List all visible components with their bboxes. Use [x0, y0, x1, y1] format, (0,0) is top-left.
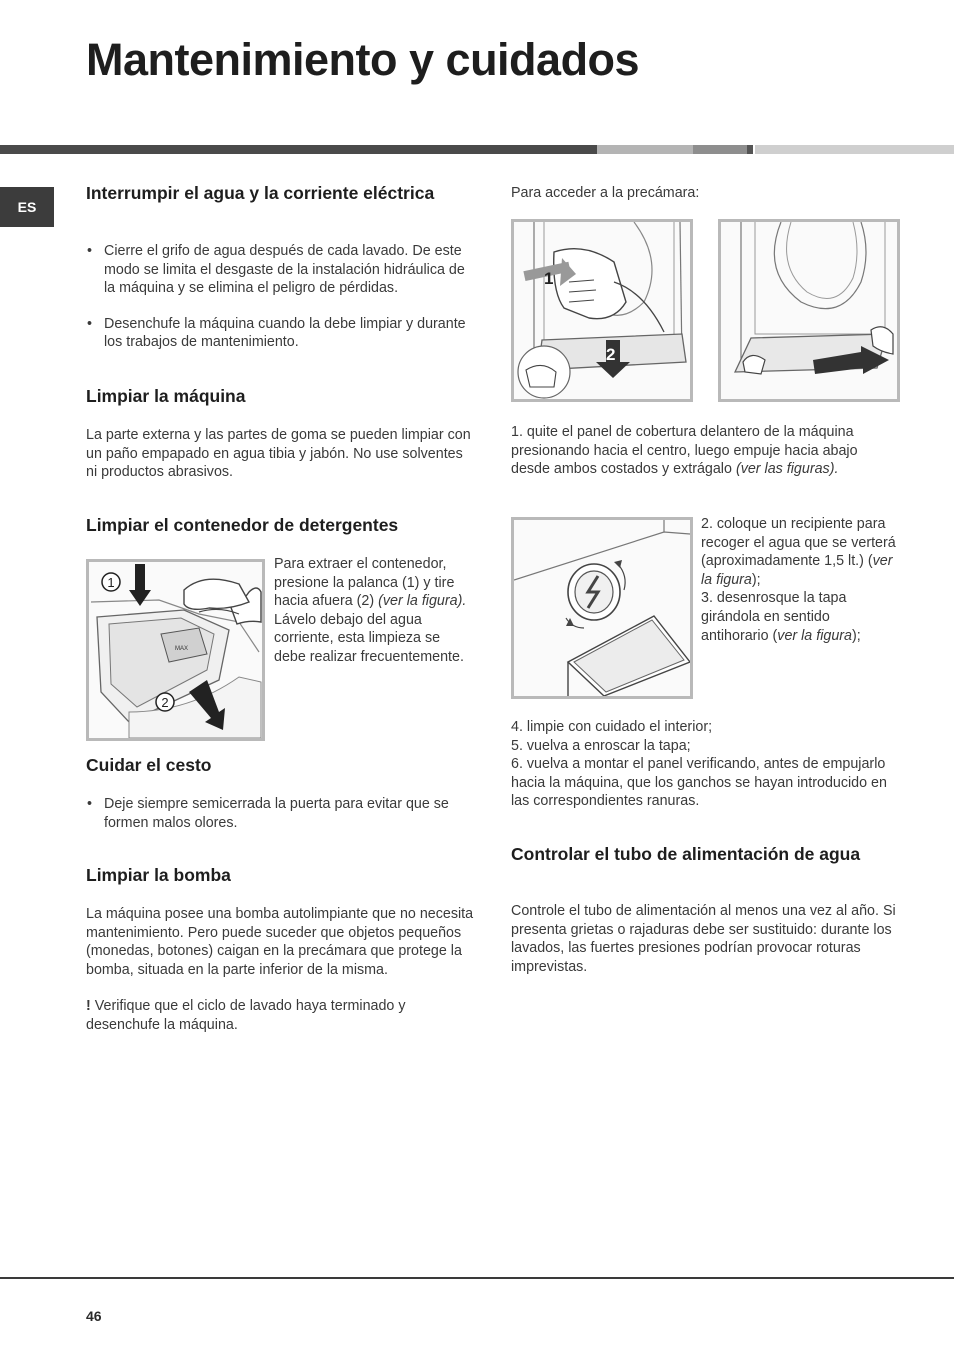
heading-cesto: Cuidar el cesto	[86, 755, 212, 775]
list-item: • Deje siempre semicerrada la puerta para evitar que se formen malos olores.	[86, 795, 478, 832]
text-step4: 4. limpie con cuidado el interior;	[511, 719, 713, 735]
heading-contenedor: Limpiar el contenedor de detergentes	[86, 515, 399, 535]
detergent-drawer-illustration	[89, 562, 262, 738]
text-bomba: La máquina posee una bomba autolimpiante que no necesita mantenimiento. Pero puede suceder que objetos pequeños (monedas, botones) caigan en la precámara que protege la bomba, situada en la parte inferior de la misma.	[86, 906, 474, 978]
header-bar-dark-2	[747, 145, 753, 154]
text-contenedor	[274, 555, 472, 667]
text-steps-4-6	[511, 718, 903, 811]
text-step6: 6. vuelva a montar el panel verificando, antes de empujarlo hacia la máquina, que los ganchos se hayan introducido en las correspondientes ranuras.	[511, 756, 887, 810]
text-step2-main: 2. coloque un recipiente para recoger el agua que se verterá (aproximadamente 1,5 lt.) (	[701, 516, 896, 570]
heading-bomba: Limpiar la bomba	[86, 865, 231, 885]
warning-bomba	[86, 997, 478, 1034]
heading-interrumpir: Interrumpir el agua y la corriente eléctrica	[86, 183, 435, 203]
text-tubo: Controle el tubo de alimentación al menos una vez al año. Si presenta grietas o rajaduras debe ser sustituido: durante los lavados, las fuertes presiones podrían provocar roturas imprevistas.	[511, 903, 896, 975]
figure-pump-cap	[511, 517, 693, 699]
pump-cap-illustration	[514, 520, 690, 696]
text-step3-ref: ver la figura	[777, 627, 852, 644]
list-item: • Desenchufe la máquina cuando la debe limpiar y durante los trabajos de mantenimiento.	[86, 315, 478, 352]
text-step1-ref: (ver las figuras).	[735, 461, 839, 478]
figure-detergent-drawer	[86, 559, 265, 741]
text-contenedor-ref: (ver la figura).	[378, 593, 467, 610]
text-step3-end: );	[852, 627, 861, 644]
arrow-down-icon	[135, 564, 145, 592]
footer-rule	[0, 1277, 954, 1279]
warning-icon: !	[86, 998, 91, 1014]
figure-panel-remove-1	[511, 219, 693, 402]
figure-label-2: 2	[606, 345, 616, 364]
panel-remove-illustration-2	[721, 222, 897, 399]
figure-panel-remove-2	[718, 219, 900, 402]
page-number: 46	[86, 1308, 102, 1324]
text-step2-end: );	[751, 571, 761, 588]
figure-label-1: 1	[107, 575, 115, 590]
text-step3-main: 3. desenrosque la tapa girándola en sentido antihorario (	[701, 590, 847, 644]
header-bar-light-1	[597, 145, 693, 154]
header-bar-mid	[693, 145, 747, 154]
text-limpiar-maquina: La parte externa y las partes de goma se pueden limpiar con un paño empapado en agua tibia y jabón. No use solventes ni productos abrasivos.	[86, 427, 471, 481]
panel-remove-illustration-1	[514, 222, 690, 399]
heading-tubo: Controlar el tubo de alimentación de agua	[511, 844, 861, 864]
heading-limpiar-maquina: Limpiar la máquina	[86, 386, 246, 406]
text-intro: Para acceder a la precámara:	[511, 185, 700, 201]
header-bar-dark	[0, 145, 597, 154]
list-interrumpir	[86, 242, 478, 352]
text-contenedor-2: Lávelo debajo del agua corriente, esta limpieza se debe realizar frecuentemente.	[274, 611, 464, 665]
list-cesto	[86, 795, 478, 832]
list-item: • Cierre el grifo de agua después de cada lavado. De este modo se limita el desgaste de la instalación hidráulica de la máquina y se elimina el peligro de pérdidas.	[86, 242, 478, 298]
warning-text: Verifique que el ciclo de lavado haya terminado y desenchufe la máquina.	[86, 998, 406, 1033]
text-step2-3	[701, 515, 901, 645]
figure-label-1: 1	[544, 269, 554, 288]
page-title: Mantenimiento y cuidados	[86, 34, 640, 85]
text-step2-ref: ver la figura	[701, 553, 893, 588]
language-tab: ES	[0, 187, 54, 227]
figure-label-2: 2	[161, 695, 169, 710]
header-bar-light-2	[755, 145, 954, 154]
max-label: MAX	[175, 646, 189, 652]
text-contenedor-main: Para extraer el contenedor, presione la palanca (1) y tire hacia afuera (2)	[274, 556, 455, 610]
text-step1	[511, 423, 899, 479]
text-step5: 5. vuelva a enroscar la tapa;	[511, 737, 691, 754]
text-step1-main: 1. quite el panel de cobertura delantero de la máquina presionando hacia el centro, luego empuje hacia abajo desde ambos costados y extrágalo	[511, 424, 858, 478]
